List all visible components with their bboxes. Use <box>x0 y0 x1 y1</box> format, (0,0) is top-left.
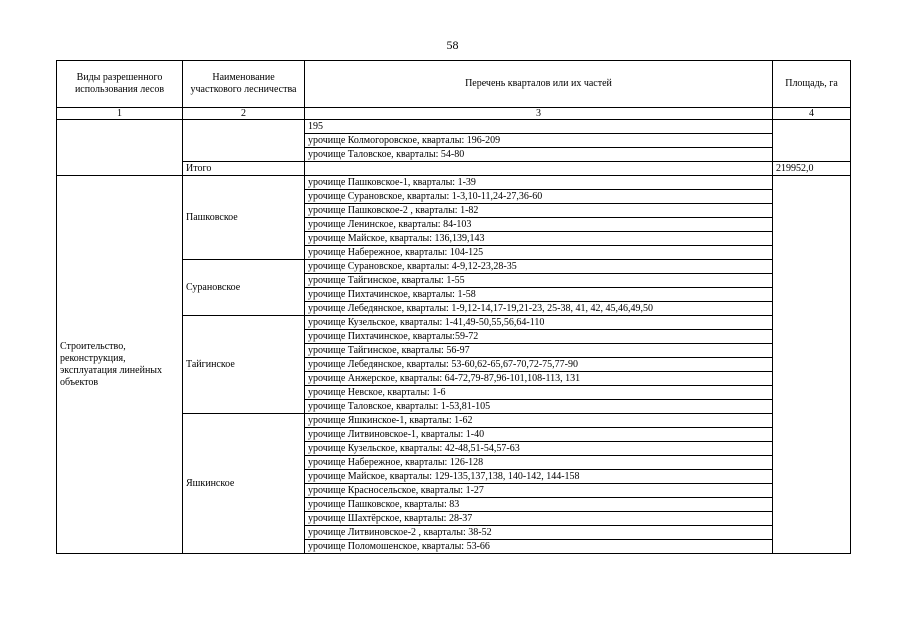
quarters-cell: урочище Литвиновское-2 , кварталы: 38-52 <box>305 526 773 540</box>
quarters-cell: урочище Пихтачинское, кварталы: 1-58 <box>305 288 773 302</box>
forestry-cell: Пашковское <box>183 176 305 260</box>
quarters-cell: урочище Пашковское, кварталы: 83 <box>305 498 773 512</box>
forestry-cell: Яшкинское <box>183 414 305 554</box>
header-quarters: Перечень кварталов или их частей <box>305 61 773 108</box>
quarters-cell: урочище Тайгинское, кварталы: 1-55 <box>305 274 773 288</box>
quarters-cell: урочище Майское, кварталы: 129-135,137,138, 140-142, 144-158 <box>305 470 773 484</box>
quarters-cell: урочище Пашковское-2 , кварталы: 1-82 <box>305 204 773 218</box>
area-cell-empty <box>773 120 851 162</box>
quarters-cell: урочище Кузельское, кварталы: 1-41,49-50,55,56,64-110 <box>305 316 773 330</box>
quarters-cell: урочище Набережное, кварталы: 104-125 <box>305 246 773 260</box>
header-row <box>57 61 851 108</box>
forestry-cell-empty <box>183 120 305 162</box>
quarters-cell: урочище Набережное, кварталы: 126-128 <box>305 456 773 470</box>
use-type-cell: Строительство, реконструкция, эксплуатация линейных объектов <box>57 176 183 554</box>
quarters-cell: урочище Лебедянское, кварталы: 1-9,12-14,17-19,21-23, 25-38, 41, 42, 45,46,49,50 <box>305 302 773 316</box>
page-number: 58 <box>446 38 459 52</box>
header-area: Площадь, га <box>773 61 851 108</box>
quarters-cell: урочище Невское, кварталы: 1-6 <box>305 386 773 400</box>
quarters-cell: урочище Кузельское, кварталы: 42-48,51-54,57-63 <box>305 442 773 456</box>
total-quarters-empty <box>305 162 773 176</box>
quarters-cell: урочище Колмогоровское, кварталы: 196-209 <box>305 134 773 148</box>
quarters-cell: урочище Яшкинское-1, кварталы: 1-62 <box>305 414 773 428</box>
quarters-cell: урочище Анжерское, кварталы: 64-72,79-87,96-101,108-113, 131 <box>305 372 773 386</box>
forestry-cell: Сурановское <box>183 260 305 316</box>
quarters-cell: урочище Лебедянское, кварталы: 53-60,62-65,67-70,72-75,77-90 <box>305 358 773 372</box>
quarters-table <box>56 60 851 554</box>
quarters-cell: 195 <box>305 120 773 134</box>
total-label: Итого <box>183 162 305 176</box>
quarters-cell: урочище Тайгинское, кварталы: 56-97 <box>305 344 773 358</box>
quarters-cell: урочище Литвиновское-1, кварталы: 1-40 <box>305 428 773 442</box>
column-number: 3 <box>305 108 773 120</box>
quarters-cell: урочище Шахтёрское, кварталы: 28-37 <box>305 512 773 526</box>
quarters-cell: урочище Пашковское-1, кварталы: 1-39 <box>305 176 773 190</box>
quarters-cell: урочище Таловское, кварталы: 1-53,81-105 <box>305 400 773 414</box>
column-number: 4 <box>773 108 851 120</box>
quarters-cell: урочище Красносельское, кварталы: 1-27 <box>305 484 773 498</box>
table-row <box>57 176 851 190</box>
quarters-cell: урочище Таловское, кварталы: 54-80 <box>305 148 773 162</box>
quarters-cell: урочище Пихтачинское, кварталы:59-72 <box>305 330 773 344</box>
quarters-cell: урочище Майское, кварталы: 136,139,143 <box>305 232 773 246</box>
area-cell-empty <box>773 176 851 554</box>
column-number: 2 <box>183 108 305 120</box>
quarters-cell: урочище Поломошенское, кварталы: 53-66 <box>305 540 773 554</box>
column-number-row <box>57 108 851 120</box>
quarters-cell: урочище Сурановское, кварталы: 4-9,12-23,28-35 <box>305 260 773 274</box>
use-type-cell-empty <box>57 120 183 176</box>
quarters-cell: урочище Сурановское, кварталы: 1-3,10-11,24-27,36-60 <box>305 190 773 204</box>
quarters-cell: урочище Ленинское, кварталы: 84-103 <box>305 218 773 232</box>
column-number: 1 <box>57 108 183 120</box>
table-row <box>57 120 851 134</box>
header-use-type: Виды разрешенного использования лесов <box>57 61 183 108</box>
forestry-cell: Тайгинское <box>183 316 305 414</box>
total-value: 219952,0 <box>773 162 851 176</box>
header-forestry: Наименование участкового лесничества <box>183 61 305 108</box>
